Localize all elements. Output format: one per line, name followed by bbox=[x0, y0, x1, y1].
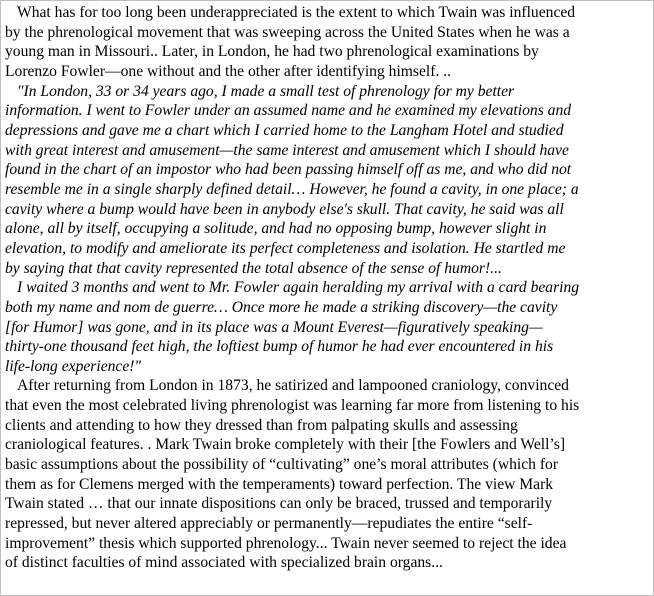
text-line: information. I went to Fowler under an assumed name and he examined my elevations and bbox=[5, 102, 572, 120]
text-line: resemble me in a single sharply defined detail… However, he found a cavity, in one place; a bbox=[5, 180, 579, 198]
text-line: repressed, but never altered appreciably or permanently—repudiates the entire “self- bbox=[5, 515, 533, 533]
text-line: elevation, to modify and ameliorate its perfect completeness and isolation. He startled me bbox=[5, 239, 566, 257]
paragraph-intro bbox=[5, 3, 653, 82]
text-line: young man in Missouri.. Later, in London, he had two phrenological examinations by bbox=[5, 43, 539, 61]
text-line: Twain stated … that our innate dispositions can only be braced, trussed and temporarily bbox=[5, 495, 553, 513]
text-line: Lorenzo Fowler—one without and the other after identifying himself. .. bbox=[5, 62, 452, 80]
text-line: I waited 3 months and went to Mr. Fowler again heralding my arrival with a card bearing bbox=[17, 279, 580, 297]
text-line: After returning from London in 1873, he satirized and lampooned craniology, convinced bbox=[17, 377, 569, 395]
text-line: cavity where a bump would have been in anybody else's skull. That cavity, he said was all bbox=[5, 200, 564, 218]
text-line: by the phrenological movement that was sweeping across the United States when he was a bbox=[5, 23, 570, 41]
text-line: thirty-one thousand feet high, the loftiest bump of humor he had ever encountered in his bbox=[5, 338, 554, 356]
text-line: life-long experience!" bbox=[5, 357, 141, 375]
text-line: of distinct faculties of mind associated with specialized brain organs... bbox=[5, 554, 443, 572]
text-line: improvement” thesis which supported phrenology... Twain never seemed to reject the idea bbox=[5, 534, 567, 552]
text-line: alone, all by itself, occupying a solitude, and had no opposing bump, however slight in bbox=[5, 220, 547, 238]
text-line: What has for too long been underappreciated is the extent to which Twain was influenced bbox=[17, 4, 576, 21]
text-line: depressions and gave me a chart which I carried home to the Langham Hotel and studied bbox=[5, 121, 564, 139]
text-line: with great interest and amusement—the same interest and amusement which I should have bbox=[5, 141, 569, 159]
text-line: basic assumptions about the possibility of “cultivating” one’s moral attributes (which for bbox=[5, 456, 559, 474]
text-line: found in the chart of an impostor who had been passing himself off as me, and who did not bbox=[5, 161, 572, 179]
text-line: them as for Clemens merged with the temperaments) toward perfection. The view Mark bbox=[5, 475, 554, 493]
text-line: both my name and nom de guerre… Once more he made a striking discovery—the cavity bbox=[5, 298, 558, 316]
text-line: craniological features. . Mark Twain broke completely with their [the Fowlers and Well’s] bbox=[5, 436, 566, 454]
quote-paragraph-second bbox=[5, 278, 653, 376]
paragraph-conclusion bbox=[5, 376, 653, 573]
text-line: by saying that that cavity represented the total absence of the sense of humor!... bbox=[5, 259, 502, 277]
document-text bbox=[5, 3, 653, 573]
text-line: "In London, 33 or 34 years ago, I made a small test of phrenology for my better bbox=[17, 82, 515, 100]
quote-paragraph-first bbox=[5, 82, 653, 279]
text-line: that even the most celebrated living phrenologist was learning far more from listening to his bbox=[5, 397, 580, 415]
text-line: [for Humor] was gone, and in its place was a Mount Everest—figuratively speaking— bbox=[5, 318, 543, 336]
text-line: clients and attending to how they dressed than from palpating skulls and assessing bbox=[5, 416, 518, 434]
